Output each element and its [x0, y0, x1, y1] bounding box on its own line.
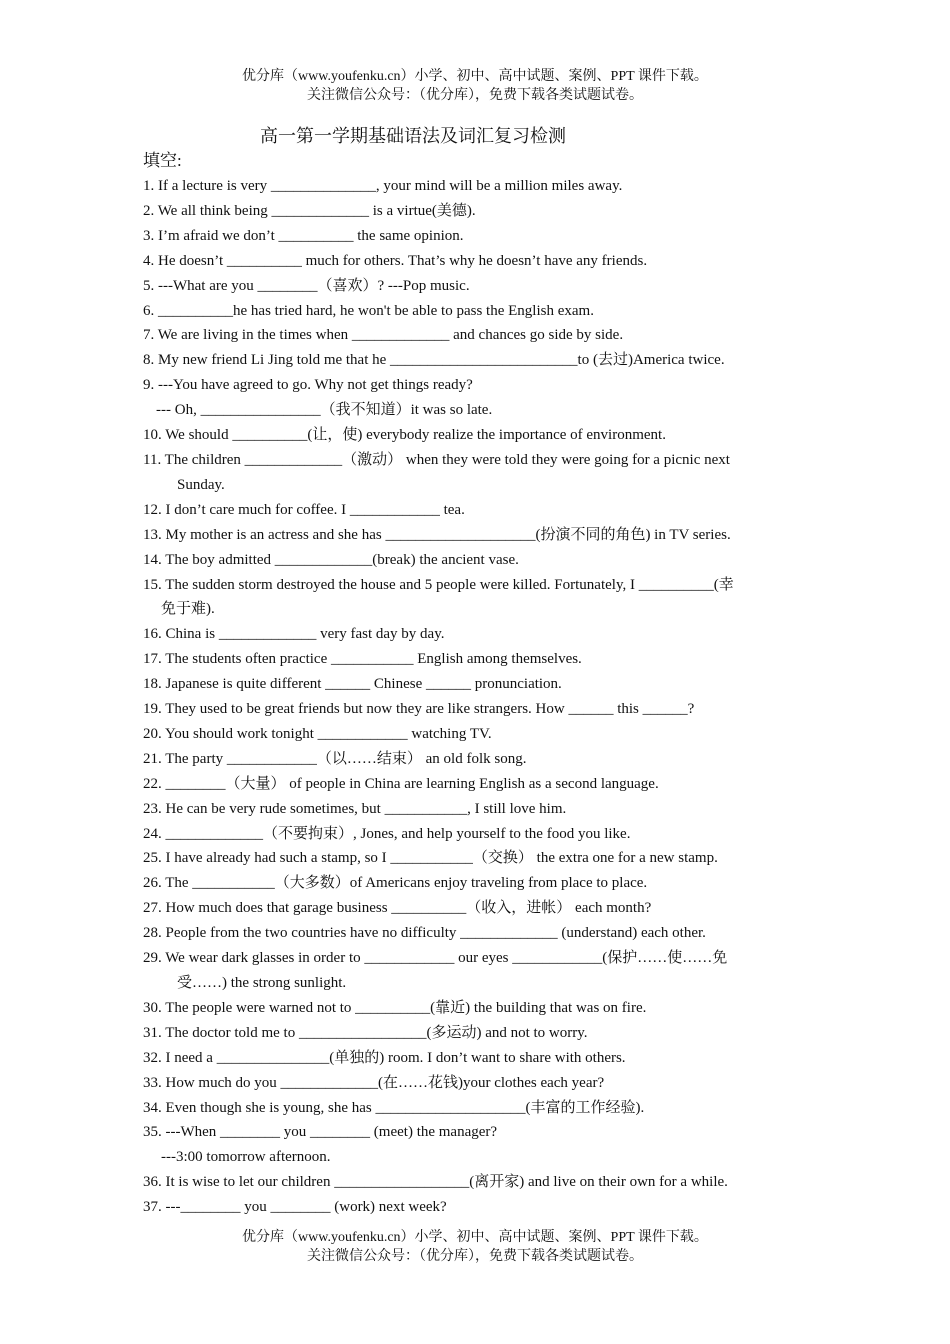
question-25: 25. I have already had such a stamp, so I ___________（交换） the extra one for a new stamp. — [143, 850, 718, 867]
section-heading: 填空: — [143, 151, 182, 170]
question-13: 13. My mother is an actress and she has ____________________(扮演不同的角色) in TV series. — [143, 526, 731, 543]
footer-line-2: 关注微信公众号：（优分库），免费下载各类试题试卷。 — [307, 1249, 643, 1264]
question-2: 2. We all think being _____________ is a virtue(美德). — [143, 202, 476, 219]
question-6: 6. __________he has tried hard, he won't be able to pass the English exam. — [143, 302, 594, 319]
question-35-answer: ---3:00 tomorrow afternoon. — [161, 1149, 331, 1166]
question-5: 5. ---What are you ________（喜欢）? ---Pop music. — [143, 277, 470, 294]
question-16: 16. China is _____________ very fast day by day. — [143, 626, 445, 643]
question-8: 8. My new friend Li Jing told me that he _________________________to (去过)America twice. — [143, 352, 725, 369]
question-21: 21. The party ____________（以……结束） an old folk song. — [143, 750, 527, 767]
question-1: 1. If a lecture is very ______________, your mind will be a million miles away. — [143, 178, 623, 194]
header-line-2: 关注微信公众号：（优分库），免费下载各类试题试卷。 — [307, 88, 643, 103]
question-11: 11. The children _____________（激动） when they were told they were going for a picnic next — [143, 451, 730, 468]
question-24: 24. _____________（不要拘束）, Jones, and help yourself to the food you like. — [143, 825, 631, 842]
question-9-answer: --- Oh, ________________（我不知道）it was so late. — [156, 402, 493, 419]
question-15: 15. The sudden storm destroyed the house and 5 people were killed. Fortunately, I __________(幸 — [143, 576, 734, 593]
question-33: 33. How much do you _____________(在……花钱)your clothes each year? — [143, 1074, 605, 1091]
question-29: 29. We wear dark glasses in order to ____________ our eyes ____________(保护……使……免 — [143, 950, 728, 967]
question-14: 14. The boy admitted _____________(break) the ancient vase. — [143, 551, 519, 568]
question-35: 35. ---When ________ you ________ (meet) the manager? — [143, 1124, 498, 1141]
question-15-continued: 免于难). — [161, 601, 215, 618]
question-12: 12. I don’t care much for coffee. I ____________ tea. — [143, 501, 465, 518]
question-30: 30. The people were warned not to __________(靠近) the building that was on fire. — [143, 999, 647, 1016]
question-9: 9. ---You have agreed to go. Why not get things ready? — [143, 377, 473, 394]
page-header — [0, 67, 950, 105]
page-footer — [0, 1228, 950, 1266]
question-34: 34. Even though she is young, she has ____________________(丰富的工作经验). — [143, 1099, 645, 1116]
header-line-1: 优分库（www.youfenku.cn）小学、初中、高中试题、案例、PPT 课件下载。 — [242, 69, 708, 84]
question-7: 7. We are living in the times when _____________ and chances go side by side. — [143, 327, 624, 344]
question-29-continued: 受……) the strong sunlight. — [177, 975, 347, 991]
question-26: 26. The ___________（大多数）of Americans enjoy traveling from place to place. — [143, 875, 648, 892]
question-4: 4. He doesn’t __________ much for others. That’s why he doesn’t have any friends. — [143, 252, 648, 269]
question-19: 19. They used to be great friends but now they are like strangers. How ______ this ______? — [143, 701, 695, 718]
page-title: 高一第一学期基础语法及词汇复习检测 — [260, 126, 566, 146]
question-18: 18. Japanese is quite different ______ Chinese ______ pronunciation. — [143, 676, 562, 693]
question-22: 22. ________（大量） of people in China are learning English as a second language. — [143, 775, 659, 792]
question-11-continued: Sunday. — [177, 476, 225, 493]
question-37: 37. ---________ you ________ (work) next week? — [143, 1199, 447, 1216]
question-23: 23. He can be very rude sometimes, but ___________, I still love him. — [143, 800, 567, 817]
question-list — [143, 174, 813, 1220]
question-3: 3. I’m afraid we don’t __________ the same opinion. — [143, 227, 464, 244]
question-31: 31. The doctor told me to _________________(多运动) and not to worry. — [143, 1024, 588, 1041]
question-27: 27. How much does that garage business __________（收入，进帐） each month? — [143, 900, 652, 917]
question-36: 36. It is wise to let our children __________________(离开家) and live on their own for a while. — [143, 1174, 728, 1191]
question-10: 10. We should __________(让，使) everybody realize the importance of environment. — [143, 427, 666, 444]
question-28: 28. People from the two countries have no difficulty _____________ (understand) each other. — [143, 925, 706, 942]
question-32: 32. I need a _______________(单独的) room. I don’t want to share with others. — [143, 1049, 626, 1066]
question-20: 20. You should work tonight ____________ watching TV. — [143, 725, 492, 742]
question-17: 17. The students often practice ___________ English among themselves. — [143, 651, 582, 668]
footer-line-1: 优分库（www.youfenku.cn）小学、初中、高中试题、案例、PPT 课件下载。 — [242, 1230, 708, 1245]
